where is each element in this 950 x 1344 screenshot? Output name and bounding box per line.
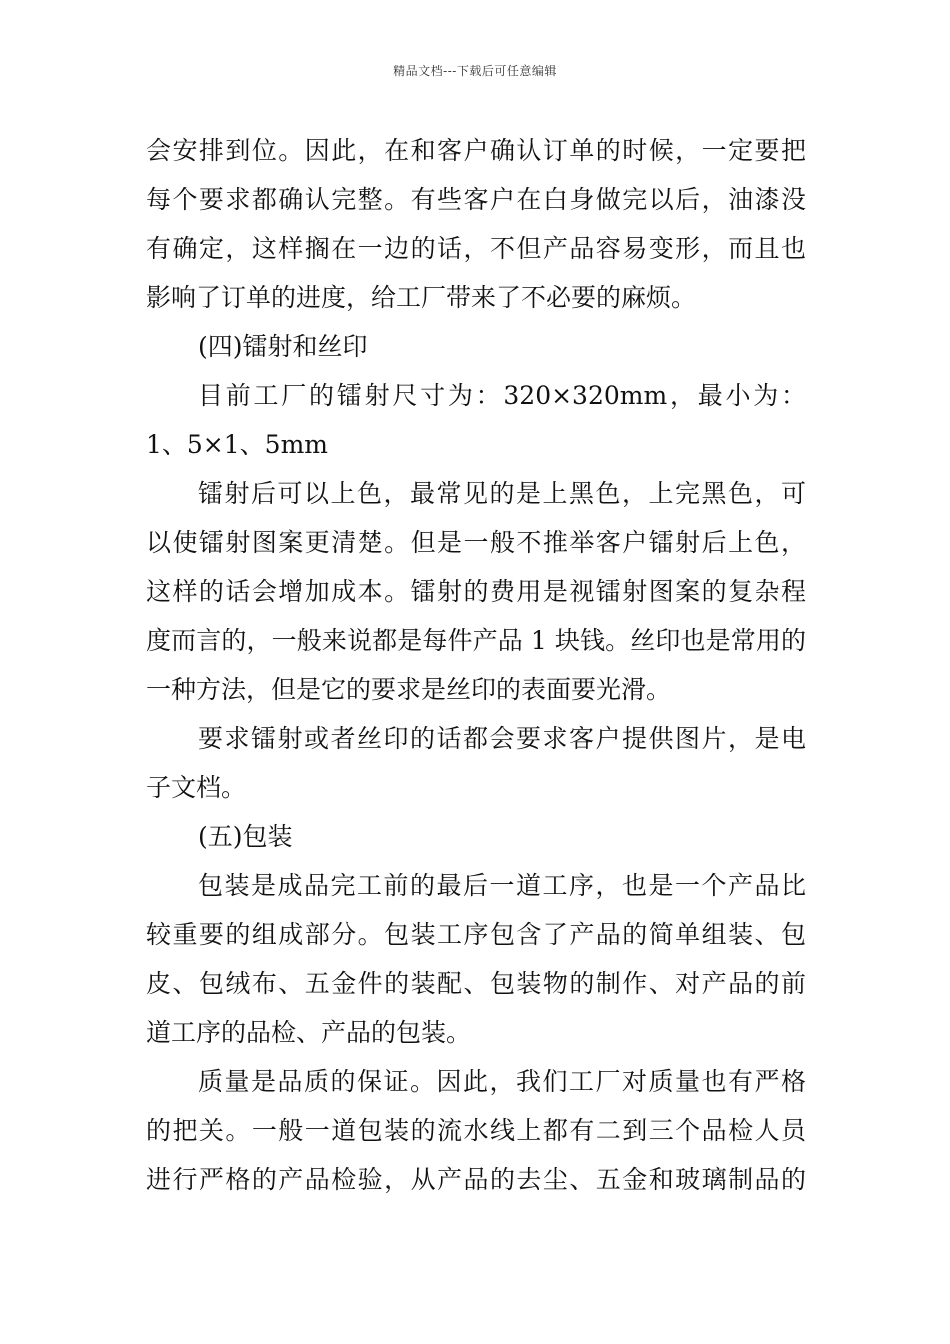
text-line: 镭射后可以上色，最常见的是上黑色，上完黑色，可 <box>198 479 806 508</box>
text-line: 目前工厂的镭射尺寸为：320×320mm，最小为： <box>198 381 806 410</box>
text-line: 以使镭射图案更清楚。但是一般不推举客户镭射后上色， <box>146 528 806 557</box>
text-line: 皮、包绒布、五金件的装配、包装物的制作、对产品的前 <box>146 969 806 998</box>
page-header: 精品文档---下载后可任意编辑 <box>393 64 557 78</box>
text-line: 有确定，这样搁在一边的话，不但产品容易变形，而且也 <box>146 234 806 263</box>
text-line: 的把关。一般一道包装的流水线上都有二到三个品检人员 <box>146 1116 806 1145</box>
section-heading-five: (五)包装 <box>198 822 293 851</box>
text-line: 度而言的，一般来说都是每件产品 1 块钱。丝印也是常用的 <box>146 626 806 655</box>
text-line: 子文档。 <box>146 773 247 802</box>
text-line: 会安排到位。因此，在和客户确认订单的时候，一定要把 <box>146 136 806 165</box>
text-line: 每个要求都确认完整。有些客户在白身做完以后，油漆没 <box>146 185 806 214</box>
text-line: 包装是成品完工前的最后一道工序，也是一个产品比 <box>198 871 806 900</box>
text-line: 质量是品质的保证。因此，我们工厂对质量也有严格 <box>198 1067 806 1096</box>
section-heading-four: (四)镭射和丝印 <box>198 332 368 361</box>
text-line: 进行严格的产品检验，从产品的去尘、五金和玻璃制品的 <box>146 1165 806 1194</box>
text-line: 这样的话会增加成本。镭射的费用是视镭射图案的复杂程 <box>146 577 806 606</box>
text-line: 要求镭射或者丝印的话都会要求客户提供图片，是电 <box>198 724 806 753</box>
text-line: 1、5×1、5mm <box>146 430 328 459</box>
text-line: 较重要的组成部分。包装工序包含了产品的简单组装、包 <box>146 920 806 949</box>
text-line: 影响了订单的进度，给工厂带来了不必要的麻烦。 <box>146 283 697 312</box>
text-line: 一种方法，但是它的要求是丝印的表面要光滑。 <box>146 675 672 704</box>
body-text <box>146 126 806 1204</box>
text-line: 道工序的品检、产品的包装。 <box>146 1018 472 1047</box>
